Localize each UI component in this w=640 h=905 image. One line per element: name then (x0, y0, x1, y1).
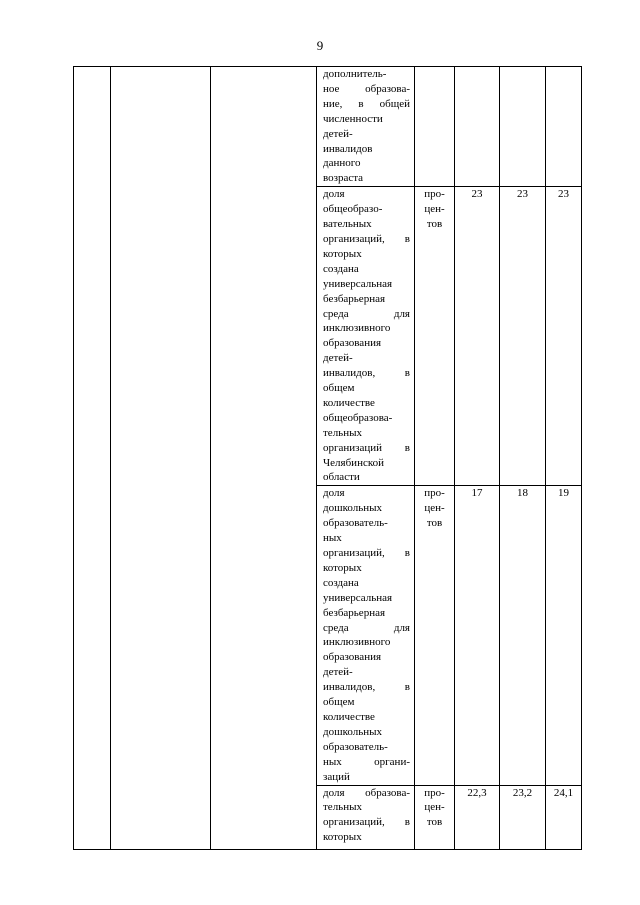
value-cell-year-2 (500, 67, 546, 187)
text-line: универсальная (323, 591, 393, 604)
text-line: универсальная (323, 277, 393, 290)
unit-cell (415, 486, 455, 785)
value-cell-year-2: 23 (500, 187, 546, 486)
unit-cell (415, 67, 455, 187)
value-cell-year-1: 17 (455, 486, 500, 785)
text-line: среда для (323, 621, 410, 634)
text-line: цен- (424, 801, 445, 814)
indicator-description-cell (317, 187, 415, 486)
text-line: цен- (424, 203, 445, 216)
text-line: численности (323, 112, 383, 125)
text-line: организаций в (323, 441, 410, 454)
text-line: образователь- (323, 517, 388, 530)
text-line: инклюзивного (323, 322, 391, 335)
text-line: общем (323, 382, 355, 395)
text-line: среда для (323, 307, 410, 320)
table-row (74, 67, 582, 187)
text-line: Челябинской (323, 456, 385, 469)
text-line: тельных (323, 426, 362, 439)
value-cell-year-2: 18 (500, 486, 546, 785)
indicator-description-cell (317, 67, 415, 187)
text-line: ное образова- (323, 82, 410, 95)
text-line: создана (323, 576, 359, 589)
text-line: доля образова- (323, 786, 410, 799)
text-line: про- (424, 786, 445, 799)
text-line: детей- (323, 666, 353, 679)
text-line: образования (323, 337, 382, 350)
text-line: безбарьерная (323, 606, 386, 619)
text-line: организаций, в (323, 547, 410, 559)
text-line: инвалидов (323, 142, 373, 155)
text-line: детей- (323, 352, 353, 365)
text-line: инвалидов, в (323, 367, 410, 380)
text-line: тов (426, 816, 443, 829)
text-line: возраста (323, 172, 364, 185)
text-line: цен- (424, 502, 445, 515)
text-line: которых (323, 831, 362, 844)
text-line: области (323, 471, 360, 484)
text-line: общеобразова- (323, 411, 393, 424)
text-line: ние, в общей (323, 97, 410, 110)
col-name-cell (111, 67, 211, 850)
text-line: количестве (323, 710, 375, 723)
page-number: 9 (316, 38, 324, 53)
text-line: инвалидов, в (323, 681, 410, 694)
unit-cell (415, 785, 455, 849)
text-line: доля (323, 188, 345, 201)
text-line: образования (323, 651, 382, 664)
indicator-table (73, 66, 582, 850)
text-line: дополнитель- (323, 68, 387, 80)
text-line: данного (323, 157, 361, 170)
text-line: инклюзивного (323, 636, 391, 649)
value-cell-year-2: 23,2 (500, 785, 546, 849)
value-cell-year-3 (546, 67, 582, 187)
text-line: дошкольных (323, 725, 382, 738)
text-line: организаций, в (323, 816, 410, 829)
text-line: про- (424, 188, 445, 201)
table-body (74, 67, 582, 850)
text-line: которых (323, 247, 362, 260)
text-line: тов (426, 517, 443, 530)
text-line: про- (424, 487, 445, 500)
value-cell-year-3: 19 (546, 486, 582, 785)
indicator-description-cell (317, 486, 415, 785)
text-line: количестве (323, 396, 375, 409)
text-line: детей- (323, 127, 353, 140)
value-cell-year-1 (455, 67, 500, 187)
text-line: дошкольных (323, 502, 382, 515)
text-line: тов (426, 218, 443, 231)
text-line: вательных (323, 218, 372, 231)
text-line: создана (323, 262, 359, 275)
text-line: общем (323, 696, 355, 709)
text-line: заций (323, 770, 350, 783)
value-cell-year-1: 22,3 (455, 785, 500, 849)
value-cell-year-3: 24,1 (546, 785, 582, 849)
unit-cell (415, 187, 455, 486)
col-goal-cell (211, 67, 317, 850)
text-line: организаций, в (323, 232, 410, 245)
text-line: которых (323, 561, 362, 574)
text-line: ных (323, 532, 342, 545)
value-cell-year-1: 23 (455, 187, 500, 486)
text-line: ных органи- (323, 755, 410, 768)
text-line: доля (323, 487, 345, 500)
col-number-cell (74, 67, 111, 850)
text-line: безбарьерная (323, 292, 386, 305)
indicator-description-cell (317, 785, 415, 849)
text-line: общеобразо- (323, 203, 383, 216)
value-cell-year-3: 23 (546, 187, 582, 486)
text-line: тельных (323, 801, 362, 814)
text-line: образователь- (323, 740, 388, 753)
